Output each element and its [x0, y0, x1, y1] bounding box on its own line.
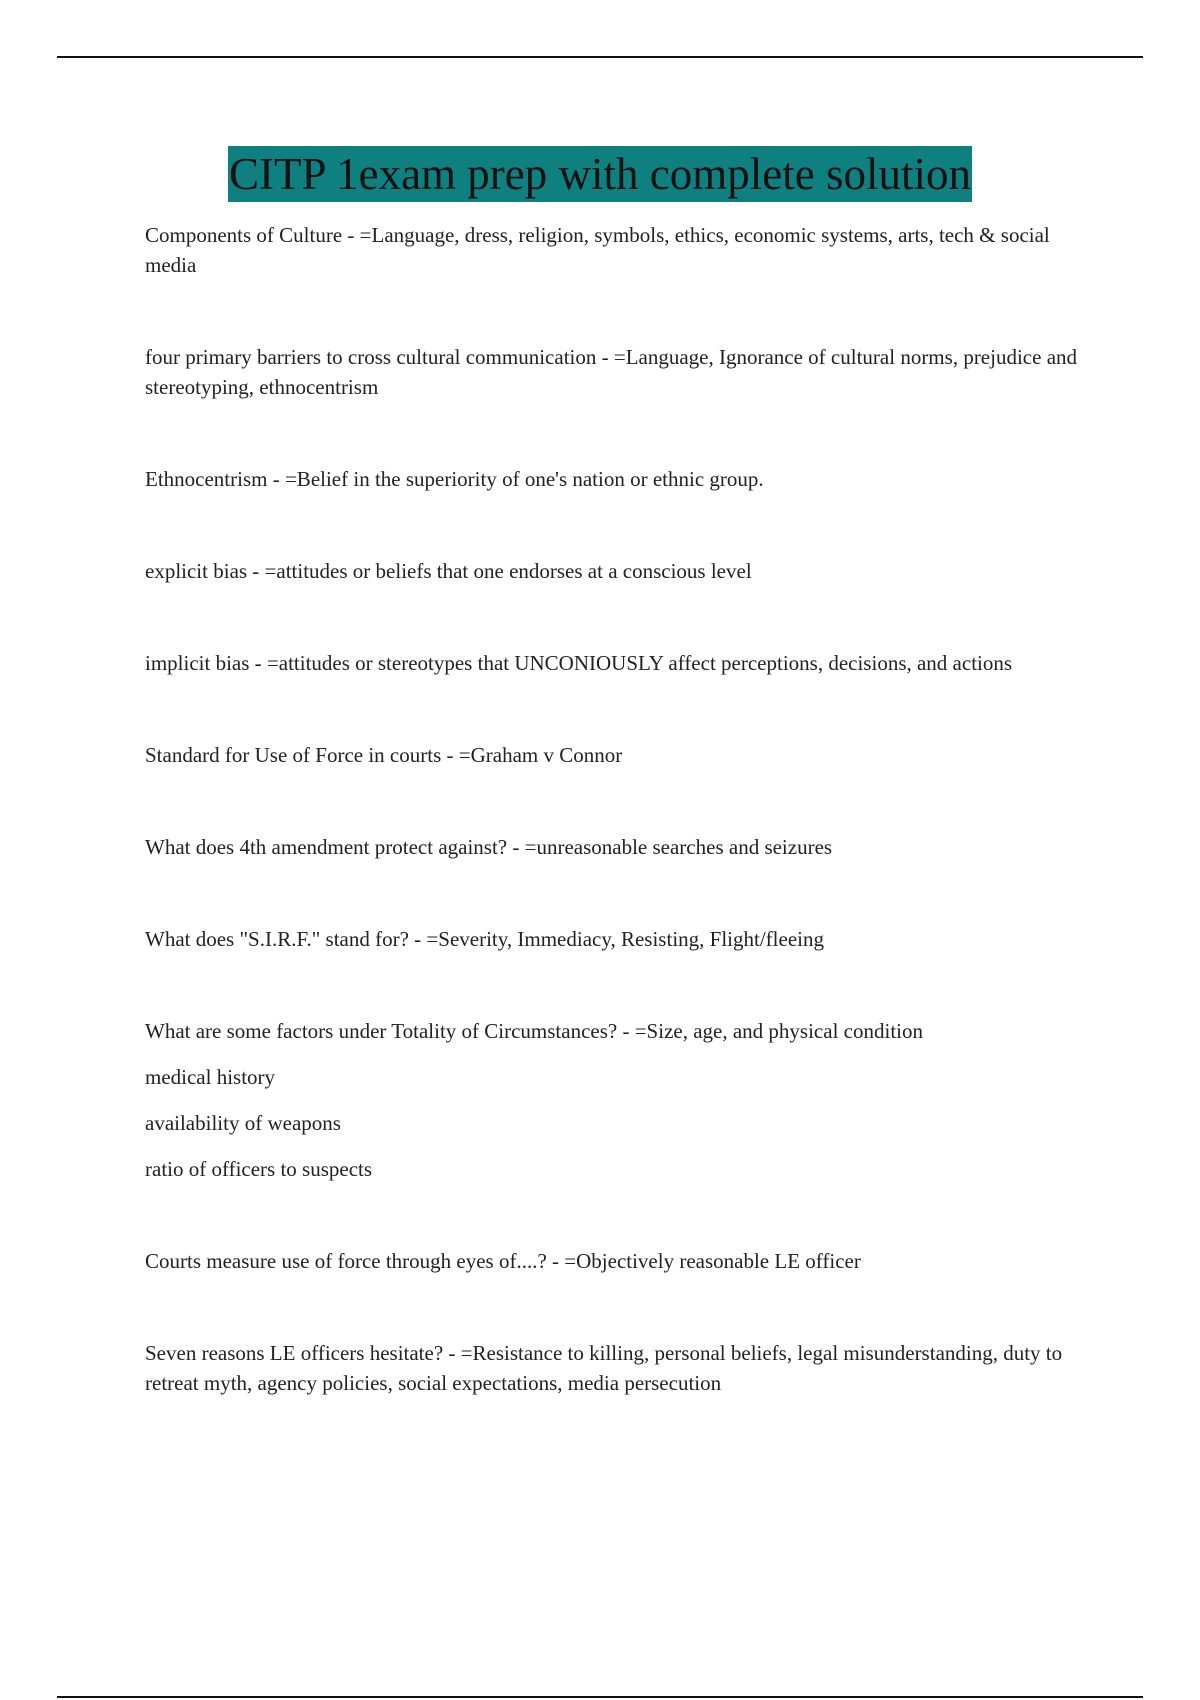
qa-entry-extra-line: ratio of officers to suspects [145, 1157, 373, 1181]
qa-entry: explicit bias - =attitudes or beliefs that one endorses at a conscious level [145, 559, 752, 583]
qa-entry: Standard for Use of Force in courts - =Graham v Connor [145, 743, 623, 767]
qa-entry-multiline [145, 1016, 1095, 1184]
qa-entry: What does "S.I.R.F." stand for? - =Severity, Immediacy, Resisting, Flight/fleeing [145, 927, 824, 951]
title-container [0, 146, 1200, 202]
qa-entry-extra-line: availability of weapons [145, 1111, 341, 1135]
top-rule [57, 56, 1143, 58]
qa-entry-extra-line: medical history [145, 1065, 276, 1089]
bottom-rule [57, 1696, 1143, 1698]
qa-entry: Ethnocentrism - =Belief in the superiority of one's nation or ethnic group. [145, 467, 764, 491]
qa-entry: What does 4th amendment protect against? - =unreasonable searches and seizures [145, 835, 833, 859]
qa-entry: four primary barriers to cross cultural communication - =Language, Ignorance of cultural norms, prejudice and stereotyping, ethnocentrism [145, 345, 1078, 399]
qa-entry: Seven reasons LE officers hesitate? - =Resistance to killing, personal beliefs, legal misunderstanding, duty to retreat myth, agency policies, social expectations, media persecution [145, 1341, 1063, 1395]
document-body [145, 220, 1095, 1398]
qa-entry: Components of Culture - =Language, dress, religion, symbols, ethics, economic systems, arts, tech & social media [145, 223, 1050, 277]
qa-entry: Courts measure use of force through eyes of....? - =Objectively reasonable LE officer [145, 1249, 861, 1273]
qa-entry: implicit bias - =attitudes or stereotypes that UNCONIOUSLY affect perceptions, decisions, and actions [145, 651, 1013, 675]
document-title: CITP 1exam prep with complete solution [228, 146, 972, 202]
qa-entry-text: What are some factors under Totality of Circumstances? - =Size, age, and physical condition [145, 1019, 923, 1043]
qa-entry-extra-lines [145, 1062, 1095, 1184]
